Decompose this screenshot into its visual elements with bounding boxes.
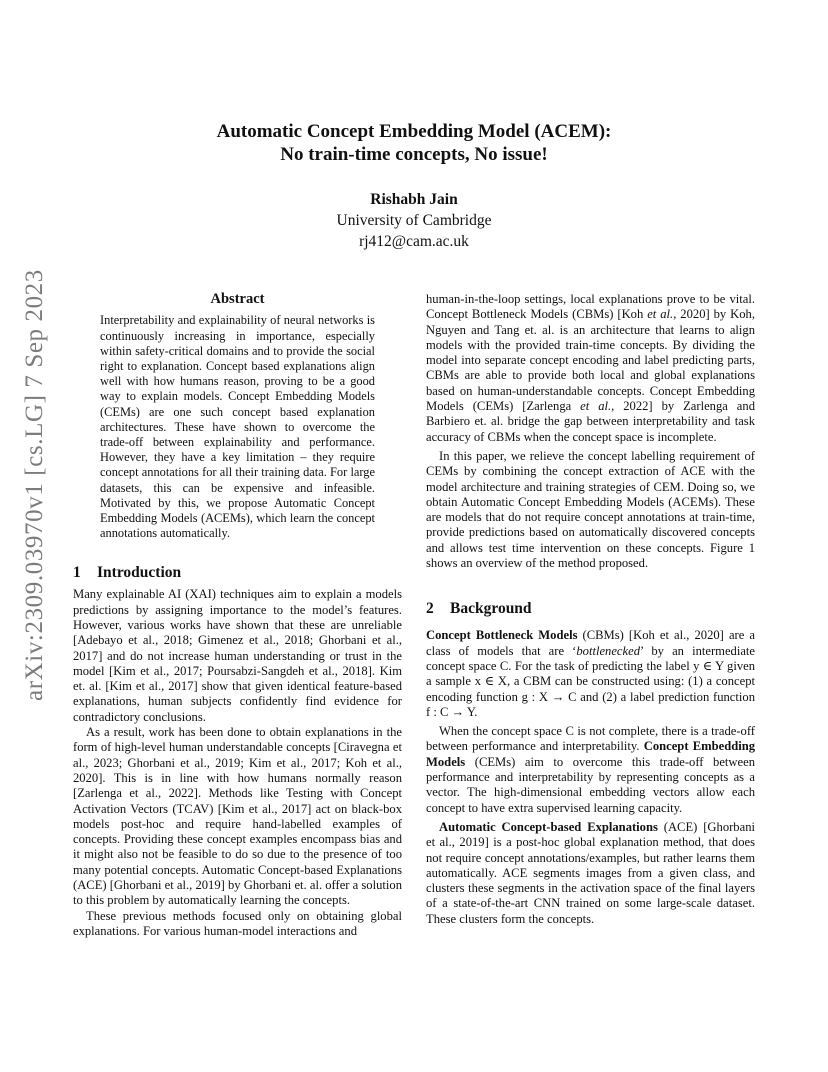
arxiv-stamp: arXiv:2309.03970v1 [cs.LG] 7 Sep 2023 — [21, 269, 48, 701]
term-cbm: Concept Bottleneck Models — [426, 628, 578, 643]
abstract-body — [73, 313, 402, 541]
intro-paragraph-3a: These previous methods focused only on obtaining global explanations. For various human-model interactions and — [73, 908, 402, 938]
intro-paragraph-4: In this paper, we relieve the concept labelling requirement of CEMs by combining the concept extraction of ACE with the model architecture and training strategies of CEM. Doing so, we obtain Automatic Concept Embedding Models (ACEMs). These are models that do not require concept annotations at train-time, provide predictions based on automatically discovered concepts and allows test time intervention on these concepts. Figure 1 shows an overview of the method proposed. — [426, 448, 755, 571]
title-line-2: No train-time concepts, No issue! — [280, 144, 548, 165]
section-heading-introduction — [73, 563, 402, 583]
background-ace-paragraph: Automatic Concept-based Explanations (ACE) [Ghorbani et al., 2019] is a post-hoc global explanation method, that does not require concept annotations/examples, but rather learns them automatically. ACE segments images from a given class, and clusters these segments in the activation space of the final layers of a state-of-the-art CNN trained on some large-scale dataset. These clusters form the concepts. — [426, 819, 755, 926]
paper-title — [0, 120, 828, 166]
author-affiliation: University of Cambridge — [336, 212, 492, 229]
right-column — [426, 292, 755, 927]
author-email: rj412@cam.ac.uk — [359, 233, 469, 250]
intro-paragraph-3b: human-in-the-loop settings, local explanations prove to be vital. Concept Bottleneck Models (CBMs) [Koh et al., 2020] by Koh, Nguyen and Tang et. al. is an architecture that learns to align models with the provided train-time concepts. By dividing the model into separate concept encoding and label predicting parts, CBMs are able to provide both local and global explanations based on human-understandable concepts. Concept Embedding Models (CEMs) [Zarlenga et al., 2022] by Zarlenga and Barbiero et. al. bridge the gap between interpretability and task accuracy of CBMs when the concept space is incomplete. — [426, 292, 756, 444]
section-title: Background — [450, 600, 532, 618]
section-number: 1 — [73, 564, 81, 582]
intro-paragraph-1: Many explainable AI (XAI) techniques aim to explain a models predictions by assigning importance to the model’s features. However, various works have shown that these are unreliable [Adebayo et al., 2018; Gimenez et al., 2018; Ghorbani et al., 2017] and do not increase human understanding or trust in the model [Kim et al., 2017; Poursabzi-Sangdeh et al., 2018]. Kim et. al. [Kim et al., 2017] show that given identical feature-based explanations, human subjects confidently find evidence for contradictory conclusions. — [73, 587, 402, 724]
term-cem: Concept Embedding Models — [426, 739, 755, 769]
abstract-heading: Abstract — [210, 291, 265, 307]
section-heading-background — [426, 599, 755, 619]
author-block — [0, 189, 828, 252]
section-title: Introduction — [97, 564, 182, 582]
section-number: 2 — [426, 600, 434, 618]
background-cbm-paragraph: Concept Bottleneck Models (CBMs) [Koh et al., 2020] are a class of models that are ‘bottlenecked’ by an intermediate concept space C. For the task of predicting the label y ∈ Y given a sample x ∈ X, a CBM can be constructed using: (1) a concept encoding function g : X → C and (2) a label prediction function f : C → Y. — [426, 628, 756, 719]
left-column — [73, 292, 402, 939]
term-ace: Automatic Concept-based Explanations — [439, 819, 658, 834]
title-line-1: Automatic Concept Embedding Model (ACEM): — [216, 121, 612, 142]
intro-paragraph-2: As a result, work has been done to obtain explanations in the form of high-level human understandable concepts [Ciravegna et al., 2023; Ghorbani et al., 2019; Kim et al., 2017; Koh et al., 2020]. This is in line with how humans normally reason [Zarlenga et al., 2022]. Methods like Testing with Concept Activation Vectors (TCAV) [Kim et al., 2017] act on black-box models post-hoc and require hand-labelled examples of concepts. Providing these concept examples encompass bias and it might also not be feasible to do so due to the presence of too many potential concepts. Automatic Concept-based Explanations (ACE) [Ghorbani et al., 2019] by Ghorbani et. al. offer a solution to this problem by automatically learning the concepts. — [73, 725, 402, 908]
author-name: Rishabh Jain — [370, 191, 458, 208]
abstract-text: Interpretability and explainability of neural networks is continuously increasing in importance, especially within safety-critical domains and to provide the social right to explanation. Concept based explanations align well with how humans reason, proving to be a good way to explain models. Concept Embedding Models (CEMs) are one such concept based explanation architectures. These have shown to overcome the trade-off between explainability and performance. However, they have a key limitation – they require concept annotations for all their training data. For large datasets, this can be expensive and infeasible. Motivated by this, we propose Automatic Concept Embedding Models (ACEMs), which learn the concept annotations automatically. — [100, 313, 375, 541]
background-cem-paragraph: When the concept space C is not complete, there is a trade-off between performance and interpretability. Concept Embedding Models (CEMs) aim to overcome this trade-off between performance and interpretability by representing concepts as a vector. The high-dimensional embedding vectors allow each concept to have extra supervised learning capacity. — [426, 724, 755, 815]
